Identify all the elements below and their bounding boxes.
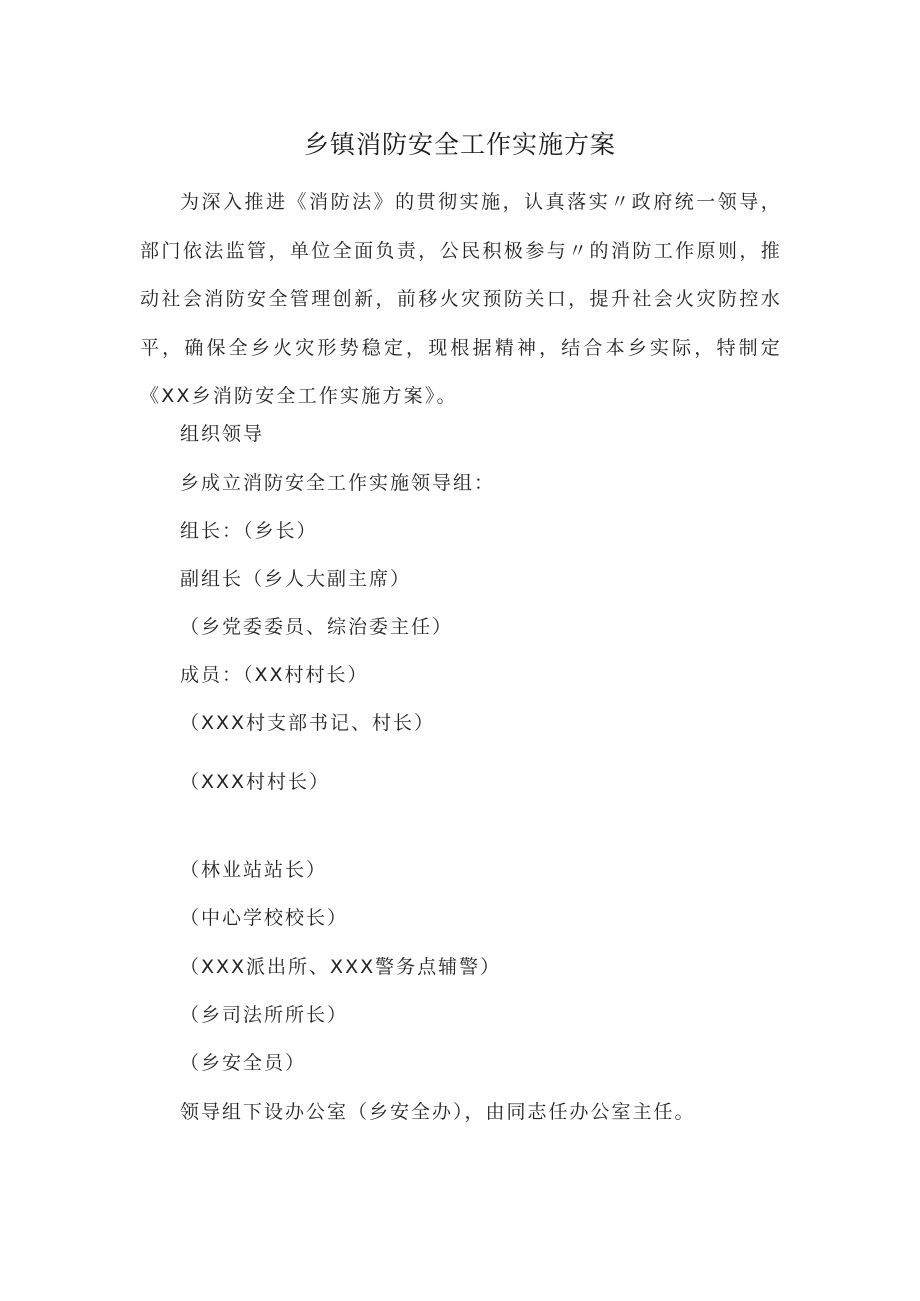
document-title: 乡镇消防安全工作实施方案 xyxy=(303,130,616,159)
section-heading: 组织领导 xyxy=(180,423,265,445)
office-note-line: 领导组下设办公室（乡安全办），由同志任办公室主任。 xyxy=(180,1101,696,1123)
members-line-4: （林业站站长） xyxy=(180,859,328,881)
leader-line: 组长：（乡长） xyxy=(180,520,318,542)
members-line-3: （XXX村村长） xyxy=(180,771,331,793)
members-line-7: （乡司法所所长） xyxy=(180,1004,349,1026)
deputy-line-1: 副组长（乡人大副主席） xyxy=(180,568,412,590)
group-intro-line: 乡成立消防安全工作实施领导组： xyxy=(180,472,496,494)
members-line-2: （XXX村支部书记、村长） xyxy=(180,712,436,734)
members-line-5: （中心学校校长） xyxy=(180,907,349,929)
members-line-8: （乡安全员） xyxy=(180,1052,307,1074)
members-line-6: （XXX派出所、XXX警务点辅警） xyxy=(180,956,502,978)
intro-paragraph: 为深入推进《消防法》的贯彻实施，认真落实〃政府统一领导，部门依法监管，单位全面负责，公民积极参与〃的消防工作原则，推动社会消防安全管理创新，前移火灾预防关口，提升社会火灾防控水平，确保全乡火灾形势稳定，现根据精神，结合本乡实际，特制定《XX乡消防安全工作实施方案》。 xyxy=(140,191,782,407)
members-line-1: 成员：（XX村村长） xyxy=(180,664,369,686)
deputy-line-2: （乡党委委员、综治委主任） xyxy=(180,616,454,638)
